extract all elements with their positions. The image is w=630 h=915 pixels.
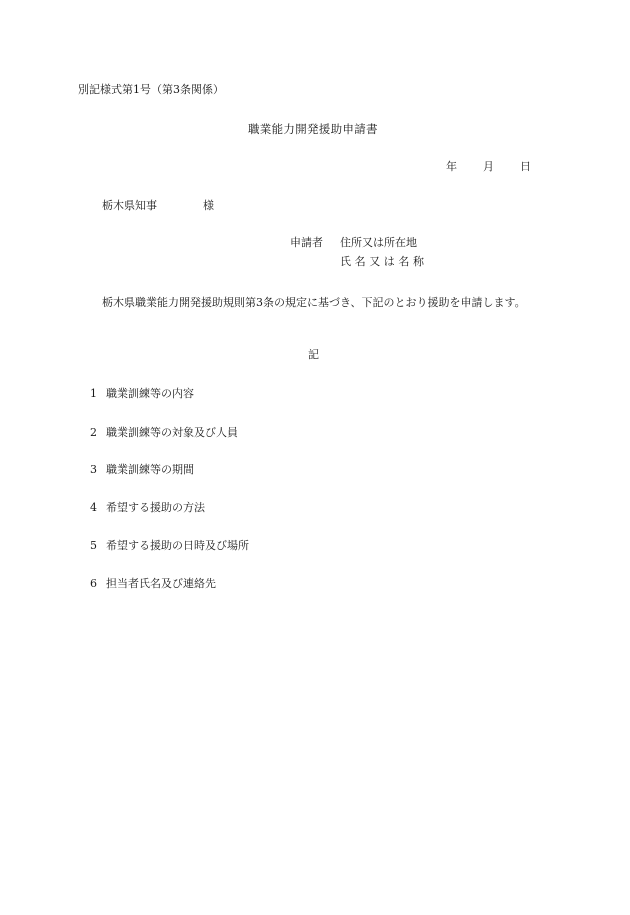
list-item xyxy=(90,540,249,551)
item-number: 3 xyxy=(90,463,97,476)
date-line xyxy=(446,161,531,172)
applicant-name-label: 氏名又は名称 xyxy=(340,255,428,268)
item-text: 職業訓練等の期間 xyxy=(106,463,194,476)
applicant-address-label: 住所又は所在地 xyxy=(340,236,417,249)
item-number: 6 xyxy=(90,577,97,590)
form-number: 別記様式第1号（第3条関係） xyxy=(78,83,224,96)
item-number: 4 xyxy=(90,501,97,514)
item-number: 1 xyxy=(90,387,97,400)
addressee xyxy=(102,200,214,211)
date-month-label: 月 xyxy=(483,160,494,173)
item-number: 5 xyxy=(90,539,97,552)
list-item xyxy=(90,388,194,399)
addressee-honorific: 様 xyxy=(203,199,214,212)
date-day-label: 日 xyxy=(520,160,531,173)
item-text: 希望する援助の方法 xyxy=(106,501,205,514)
applicant-label: 申請者 xyxy=(290,236,323,249)
list-item xyxy=(90,578,216,589)
item-text: 職業訓練等の内容 xyxy=(106,387,194,400)
item-text: 職業訓練等の対象及び人員 xyxy=(106,426,238,439)
list-item xyxy=(90,464,194,475)
body-paragraph: 栃木県職業能力開発援助規則第3条の規定に基づき、下記のとおり援助を申請します。 xyxy=(102,296,526,309)
item-text: 担当者氏名及び連絡先 xyxy=(106,577,216,590)
date-year-label: 年 xyxy=(446,160,457,173)
addressee-name: 栃木県知事 xyxy=(102,199,157,212)
ki-heading: 記 xyxy=(308,348,319,361)
document-title: 職業能力開発援助申請書 xyxy=(248,122,378,136)
item-number: 2 xyxy=(90,426,97,439)
item-text: 希望する援助の日時及び場所 xyxy=(106,539,249,552)
list-item xyxy=(90,502,205,513)
list-item xyxy=(90,427,238,438)
